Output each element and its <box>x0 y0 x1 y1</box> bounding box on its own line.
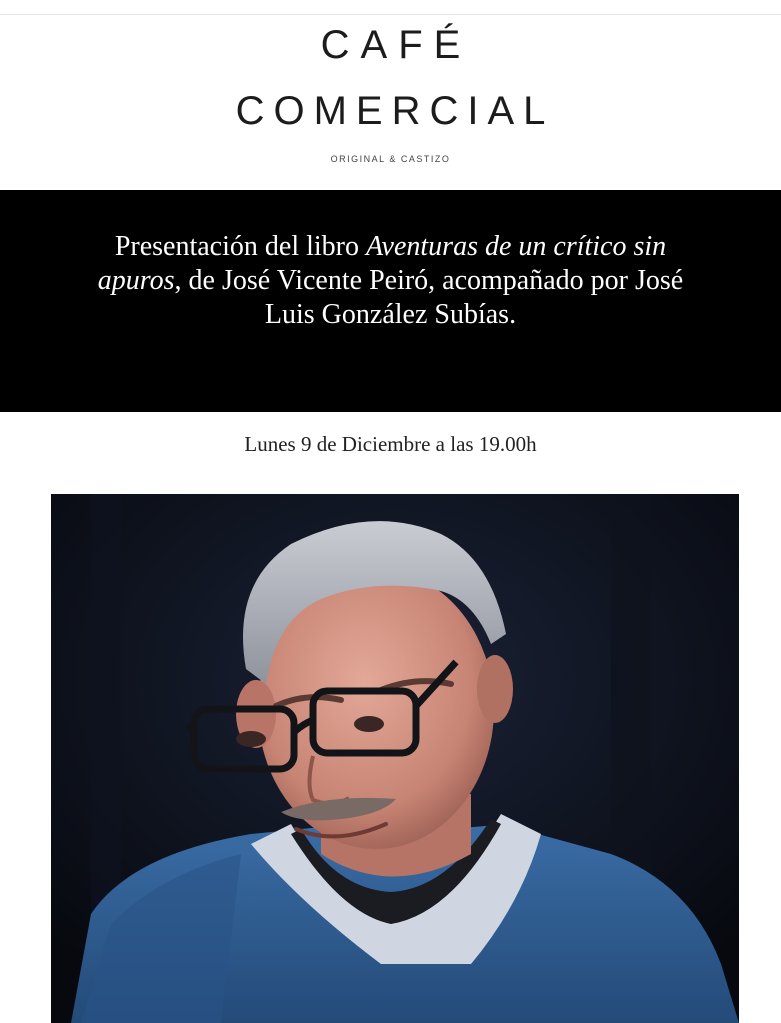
glasses-temple <box>189 724 194 732</box>
brand-tagline: ORIGINAL & CASTIZO <box>330 154 451 164</box>
left-eye <box>236 731 266 747</box>
brand-name-line2: COMERCIAL <box>235 89 555 133</box>
right-ear <box>477 655 513 723</box>
event-date: Lunes 9 de Diciembre a las 19.00h <box>244 432 537 456</box>
right-eye <box>354 716 384 732</box>
event-title-banner <box>0 190 781 412</box>
top-divider <box>0 14 781 15</box>
event-title <box>40 230 741 332</box>
book-title-part-a: Aventuras de un crítico sin <box>365 231 667 262</box>
event-title-part1: Presentación del libro <box>114 231 366 262</box>
book-title-part-b: apuros <box>97 265 175 296</box>
event-title-part2: , de José Vicente Peiró, acompañado por José <box>174 265 684 296</box>
portrait-illustration <box>51 494 739 1023</box>
event-title-part3: Luis González Subías. <box>264 299 517 330</box>
brand-logo <box>0 20 781 164</box>
brand-name-line1: CAFÉ <box>320 23 472 67</box>
author-portrait-photo <box>51 494 739 1023</box>
